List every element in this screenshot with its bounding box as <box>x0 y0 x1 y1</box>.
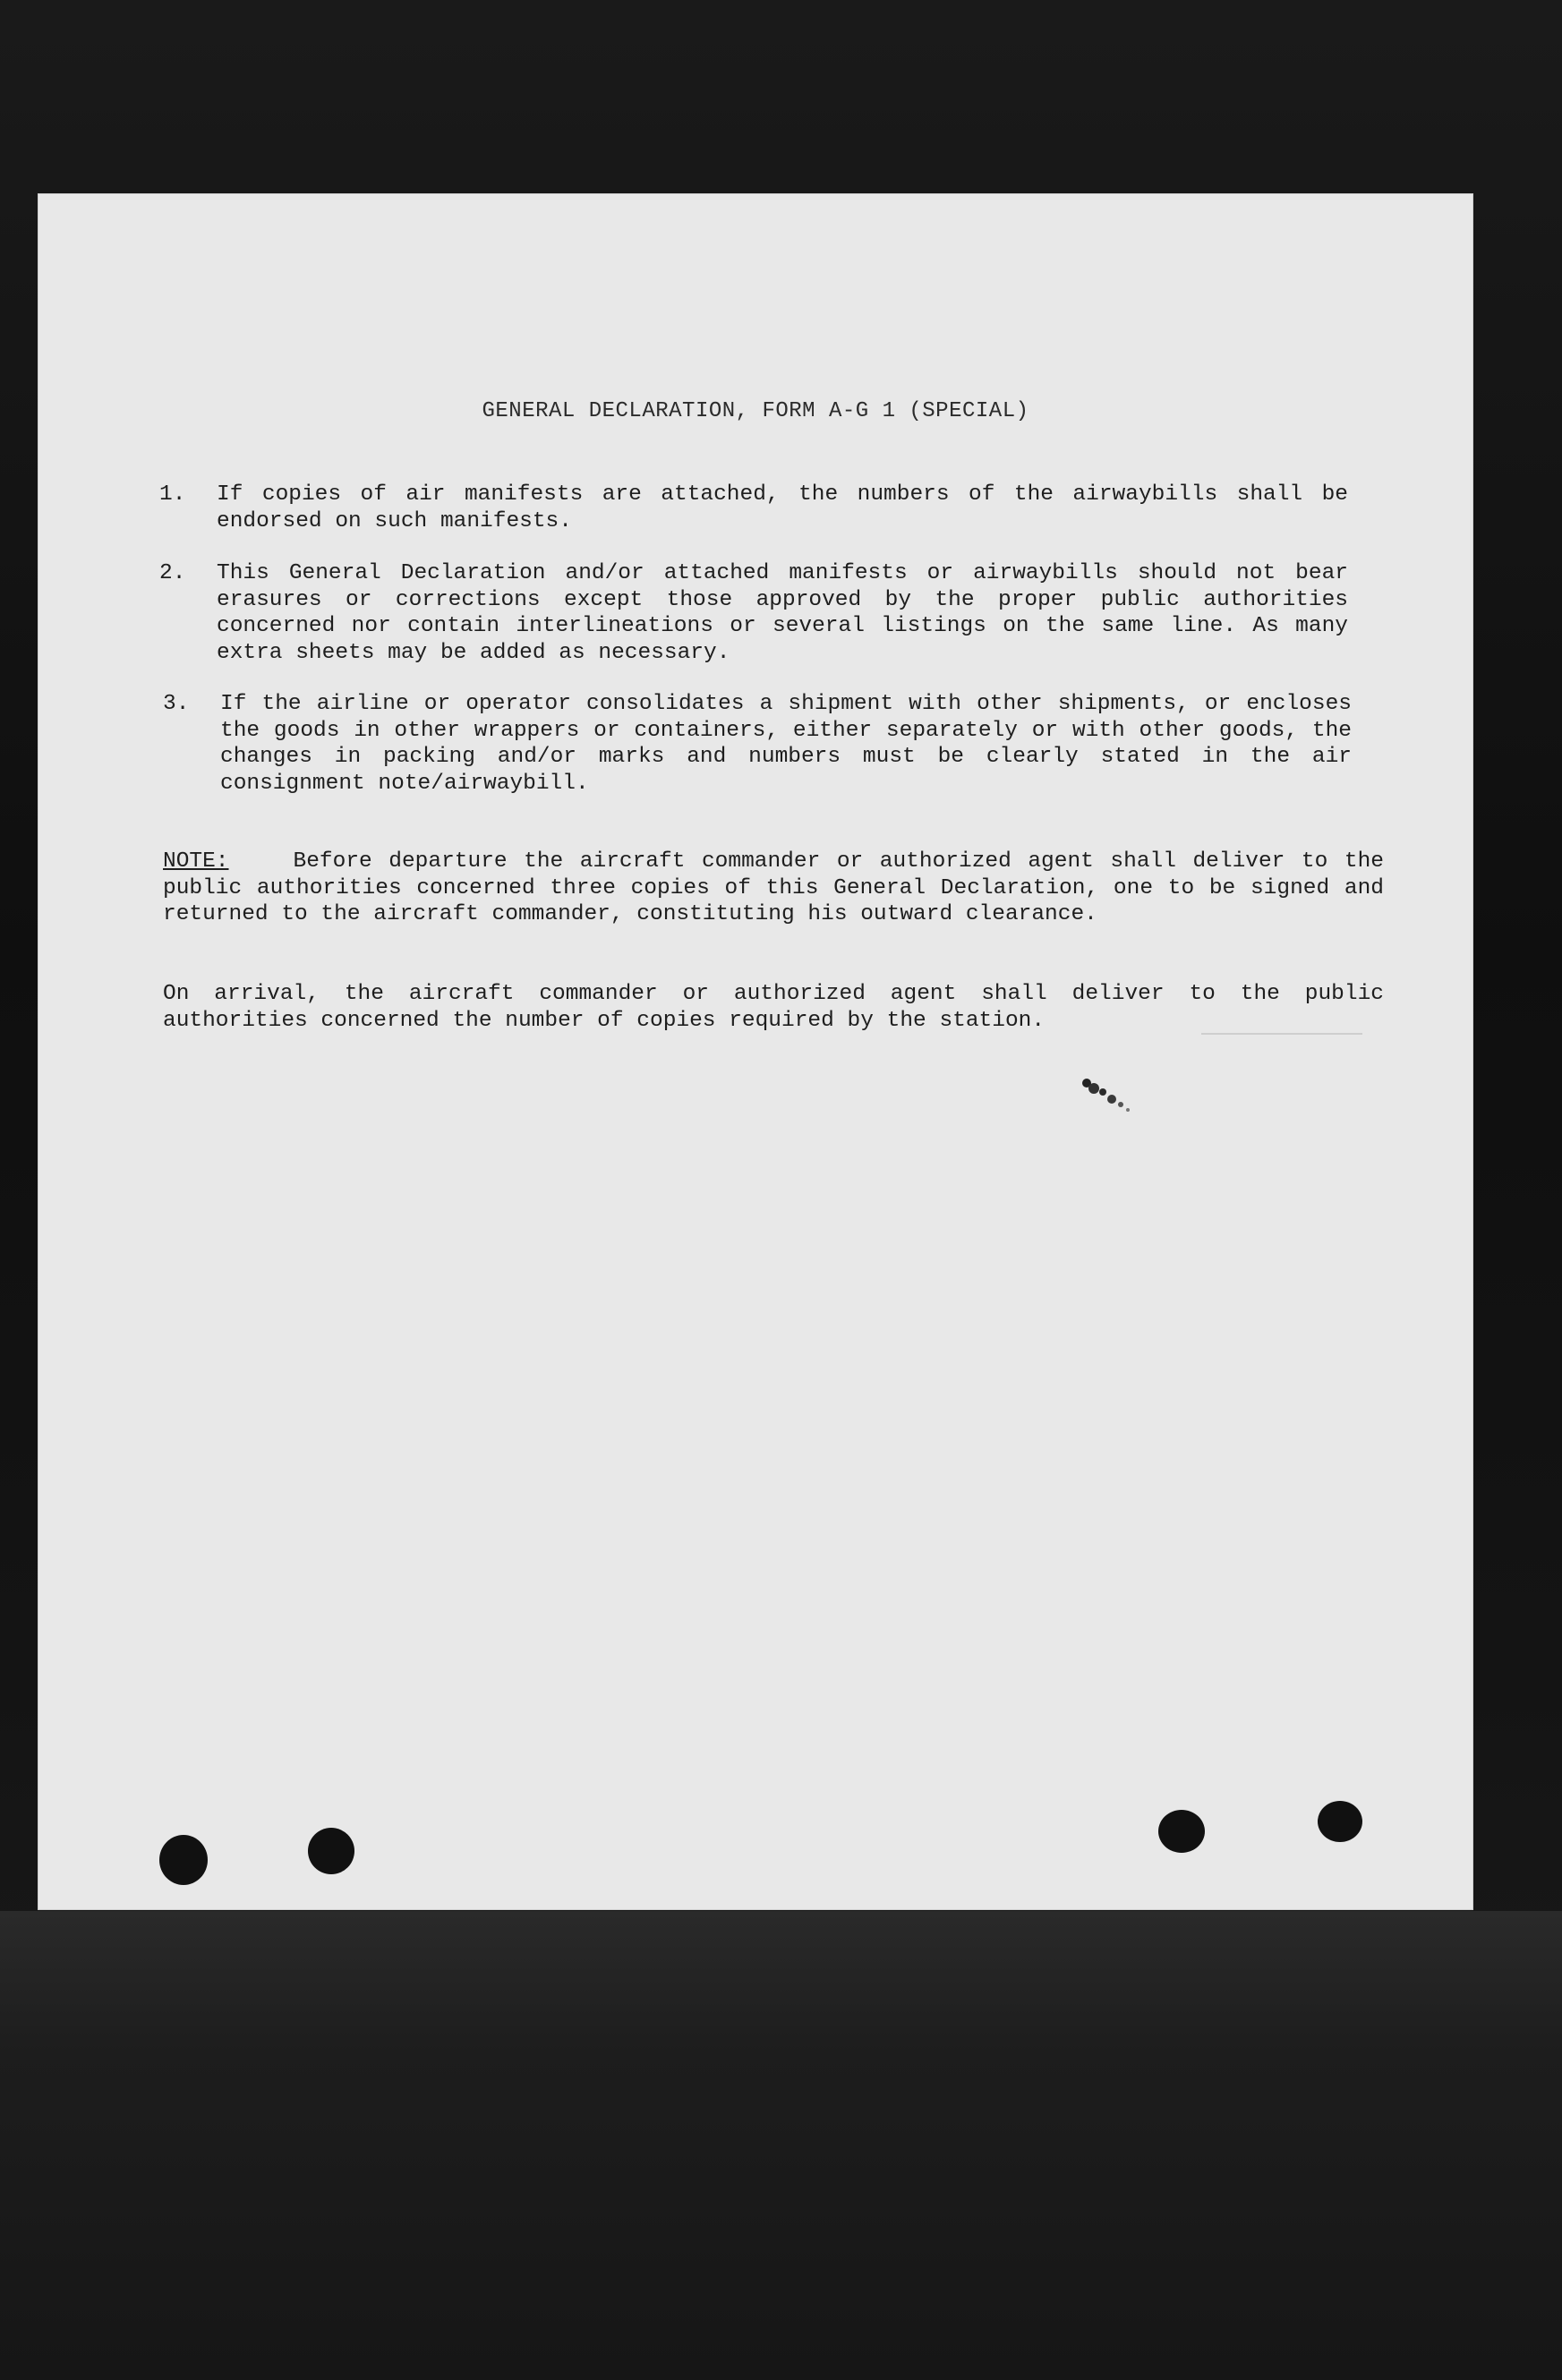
note-paragraph <box>163 849 1384 928</box>
punch-hole <box>1158 1810 1205 1853</box>
list-item-number: 1. <box>159 482 186 507</box>
document-title: GENERAL DECLARATION, FORM A-G 1 (SPECIAL) <box>482 399 1029 423</box>
arrival-paragraph: On arrival, the aircraft commander or authorized agent shall deliver to the public authorities concerned the number of copies required by the station. <box>163 982 1384 1033</box>
ink-smudge <box>1076 1074 1139 1119</box>
note-text: Before departure the aircraft commander or authorized agent shall deliver to the public authorities concerned three copies of this General Declaration, one to be signed and returned to the aircraft commander, constituting his outward clearance. <box>163 849 1384 926</box>
list-item-1 <box>159 482 1359 535</box>
punch-hole <box>159 1835 208 1885</box>
list-item-text: This General Declaration and/or attached manifests or airwaybills should not bear erasures or corrections except those approved by the proper public authorities concerned nor contain interlineations or several listings on the same line. As many extra sheets may be added as necessary. <box>217 561 1348 665</box>
list-item-2 <box>159 560 1359 668</box>
scan-mark <box>1201 1033 1362 1035</box>
list-item-text: If the airline or operator consolidates a shipment with other shipments, or encloses the goods in other wrappers or containers, either separately or with other goods, the changes in packing and/or marks and numbers must be clearly stated in the air consignment note/airwaybill. <box>220 692 1352 796</box>
list-item-number: 3. <box>163 692 190 716</box>
punch-hole <box>308 1828 354 1874</box>
list-item-number: 2. <box>159 561 186 585</box>
punch-hole <box>1318 1801 1362 1842</box>
document-page <box>38 193 1473 1910</box>
scan-background-lower <box>0 1911 1562 2380</box>
list-item-text: If copies of air manifests are attached, the numbers of the airwaybills shall be endorsed on such manifests. <box>217 482 1348 533</box>
note-label: NOTE: <box>163 849 229 874</box>
list-item-3 <box>163 691 1362 798</box>
